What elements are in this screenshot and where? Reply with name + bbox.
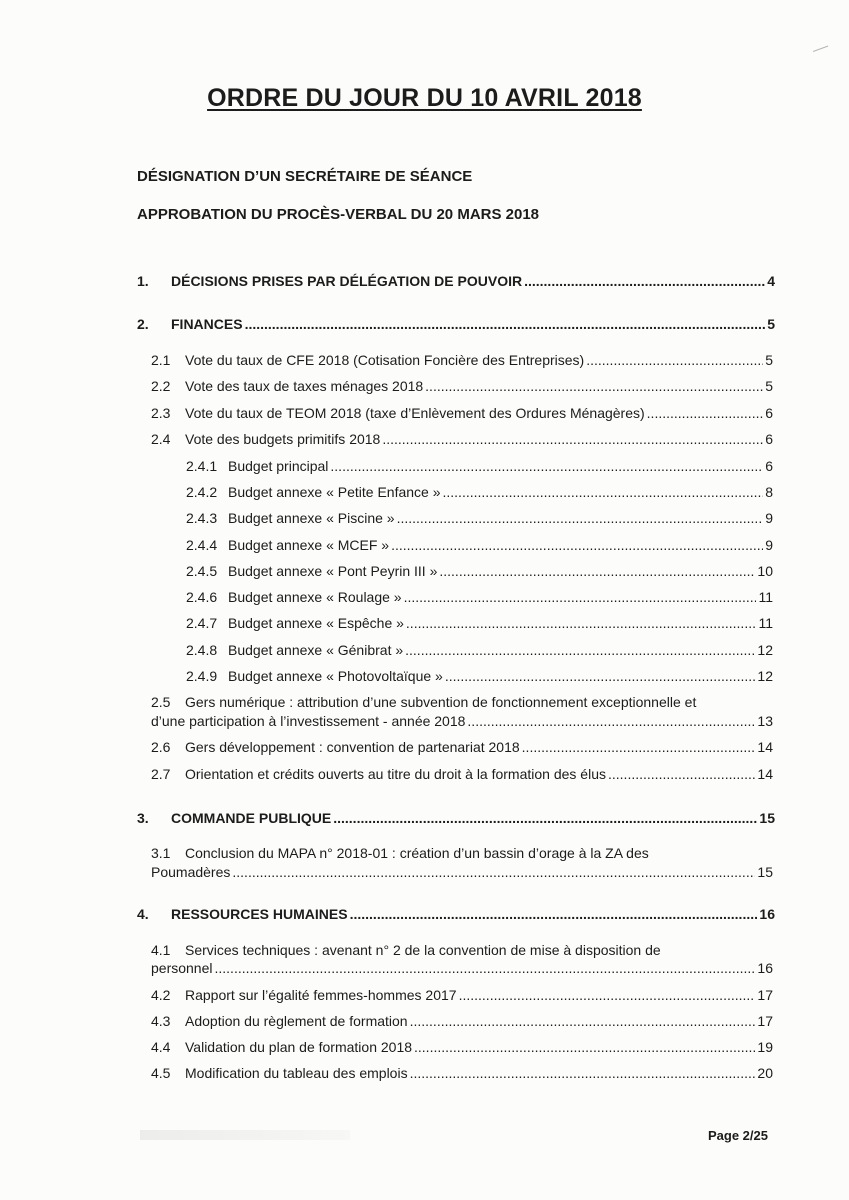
toc-number: 2.4.6 bbox=[186, 589, 218, 605]
toc-page-number: 12 bbox=[757, 642, 773, 658]
toc-title: Budget annexe « Piscine » bbox=[228, 510, 395, 526]
toc-number: 2.6 bbox=[151, 739, 171, 755]
toc-number: 2.4.9 bbox=[186, 668, 218, 684]
toc-leader-dots bbox=[215, 958, 756, 978]
toc-entry-4-4[interactable] bbox=[151, 1037, 773, 1057]
toc-leader-dots bbox=[445, 666, 756, 686]
toc-title-line1: Services techniques : avenant n° 2 de la convention de mise à disposition de bbox=[185, 942, 661, 958]
toc-entry-3-1-first-line[interactable] bbox=[151, 843, 649, 863]
toc-page-number: 17 bbox=[757, 987, 773, 1003]
toc-number: 2.4 bbox=[151, 431, 171, 447]
toc-page-number: 5 bbox=[765, 352, 773, 368]
toc-number: 3. bbox=[137, 810, 149, 826]
toc-leader-dots bbox=[443, 482, 764, 502]
toc-number: 2.4.5 bbox=[186, 563, 218, 579]
toc-number: 2.4.7 bbox=[186, 615, 218, 631]
toc-leader-dots bbox=[425, 376, 763, 396]
toc-title: Adoption du règlement de formation bbox=[185, 1013, 408, 1029]
toc-title: Budget annexe « Génibrat » bbox=[228, 642, 404, 658]
toc-number: 2.4.3 bbox=[186, 510, 218, 526]
toc-title: Budget annexe « MCEF » bbox=[228, 537, 390, 553]
toc-page-number: 5 bbox=[765, 378, 773, 394]
toc-page-number: 9 bbox=[765, 510, 773, 526]
toc-title: Vote des taux de taxes ménages 2018 bbox=[185, 378, 424, 394]
toc-number: 4.2 bbox=[151, 987, 171, 1003]
toc-entry-2-4-9[interactable] bbox=[186, 666, 773, 686]
toc-page-number: 15 bbox=[759, 810, 775, 826]
toc-page-number: 6 bbox=[765, 431, 773, 447]
toc-page-number: 16 bbox=[759, 906, 775, 922]
toc-title: DÉCISIONS PRISES PAR DÉLÉGATION DE POUVOIR bbox=[171, 273, 523, 289]
toc-page-number: 4 bbox=[767, 273, 775, 289]
toc-leader-dots bbox=[405, 640, 755, 660]
toc-number: 2.2 bbox=[151, 378, 171, 394]
toc-entry-2-6[interactable] bbox=[151, 737, 773, 757]
toc-number: 3.1 bbox=[151, 845, 171, 861]
toc-entry-2-4-7[interactable] bbox=[186, 613, 773, 633]
toc-page-number: 15 bbox=[757, 864, 773, 880]
toc-leader-dots bbox=[245, 314, 766, 334]
toc-title: Modification du tableau des emplois bbox=[185, 1065, 408, 1081]
toc-title: FINANCES bbox=[171, 316, 243, 332]
toc-entry-2-4-5[interactable] bbox=[186, 561, 773, 581]
toc-number: 2. bbox=[137, 316, 149, 332]
toc-leader-dots bbox=[410, 1063, 756, 1083]
toc-entry-4-1-first-line[interactable] bbox=[151, 940, 661, 960]
toc-entry-4-1-second-line[interactable] bbox=[151, 958, 773, 978]
toc-entry-2-1[interactable] bbox=[151, 350, 773, 370]
toc-number: 4. bbox=[137, 906, 149, 922]
toc-title: Budget annexe « Espêche » bbox=[228, 615, 404, 631]
toc-number: 2.1 bbox=[151, 352, 171, 368]
toc-number: 4.5 bbox=[151, 1065, 171, 1081]
toc-number: 2.3 bbox=[151, 405, 171, 421]
toc-title: Budget annexe « Petite Enfance » bbox=[228, 484, 441, 500]
toc-number: 4.3 bbox=[151, 1013, 171, 1029]
toc-leader-dots bbox=[410, 1011, 756, 1031]
preamble-secretaire: DÉSIGNATION D’UN SECRÉTAIRE DE SÉANCE bbox=[137, 168, 473, 185]
toc-page-number: 5 bbox=[767, 316, 775, 332]
toc-title: Rapport sur l’égalité femmes-hommes 2017 bbox=[185, 987, 457, 1003]
toc-title-line1: Conclusion du MAPA n° 2018-01 : création d’un bassin d’orage à la ZA des bbox=[185, 845, 649, 861]
toc-title: Budget annexe « Roulage » bbox=[228, 589, 402, 605]
toc-title: Gers développement : convention de partenariat 2018 bbox=[185, 739, 520, 755]
toc-entry-2-4[interactable] bbox=[151, 429, 773, 449]
toc-entry-2-4-8[interactable] bbox=[186, 640, 773, 660]
toc-title: Budget principal bbox=[228, 458, 329, 474]
toc-entry-2-4-1[interactable] bbox=[186, 456, 773, 476]
toc-title: Orientation et crédits ouverts au titre du droit à la formation des élus bbox=[185, 766, 606, 782]
page-title: ORDRE DU JOUR DU 10 AVRIL 2018 bbox=[207, 84, 642, 112]
toc-entry-section-1[interactable] bbox=[137, 271, 775, 291]
scan-artifact-mark bbox=[813, 46, 831, 60]
toc-number: 2.4.4 bbox=[186, 537, 218, 553]
toc-number: 4.1 bbox=[151, 942, 171, 958]
toc-page-number: 11 bbox=[758, 615, 773, 631]
faint-footer-text-smudge bbox=[140, 1130, 350, 1140]
toc-leader-dots bbox=[382, 429, 763, 449]
toc-entry-2-2[interactable] bbox=[151, 376, 773, 396]
page-number-footer: Page 2/25 bbox=[708, 1128, 768, 1143]
toc-leader-dots bbox=[232, 862, 755, 882]
toc-page-number: 8 bbox=[765, 484, 773, 500]
toc-number: 1. bbox=[137, 273, 149, 289]
toc-leader-dots bbox=[397, 508, 764, 528]
toc-title-line2: Poumadères bbox=[151, 864, 231, 880]
toc-leader-dots bbox=[586, 350, 763, 370]
toc-entry-3-1-second-line[interactable] bbox=[151, 862, 773, 882]
toc-entry-2-5-second-line[interactable] bbox=[151, 711, 773, 731]
toc-title: Validation du plan de formation 2018 bbox=[185, 1039, 413, 1055]
toc-title: Vote du taux de CFE 2018 (Cotisation Foncière des Entreprises) bbox=[185, 352, 585, 368]
toc-page-number: 17 bbox=[757, 1013, 773, 1029]
toc-entry-section-2[interactable] bbox=[137, 314, 775, 334]
toc-title: COMMANDE PUBLIQUE bbox=[171, 810, 332, 826]
toc-title: RESSOURCES HUMAINES bbox=[171, 906, 348, 922]
toc-page-number: 9 bbox=[765, 537, 773, 553]
toc-entry-2-7[interactable] bbox=[151, 764, 773, 784]
toc-leader-dots bbox=[350, 904, 758, 924]
toc-entry-2-4-2[interactable] bbox=[186, 482, 773, 502]
toc-entry-section-3[interactable] bbox=[137, 808, 775, 828]
toc-leader-dots bbox=[647, 403, 764, 423]
toc-number: 2.5 bbox=[151, 694, 171, 710]
toc-entry-4-3[interactable] bbox=[151, 1011, 773, 1031]
toc-page-number: 6 bbox=[765, 405, 773, 421]
toc-leader-dots bbox=[391, 535, 763, 555]
preamble-approbation: APPROBATION DU PROCÈS-VERBAL DU 20 MARS 2018 bbox=[137, 206, 540, 223]
toc-page-number: 16 bbox=[757, 960, 773, 976]
toc-leader-dots bbox=[406, 613, 757, 633]
toc-entry-4-5[interactable] bbox=[151, 1063, 773, 1083]
toc-page-number: 6 bbox=[765, 458, 773, 474]
toc-leader-dots bbox=[524, 271, 765, 291]
toc-page-number: 10 bbox=[757, 563, 773, 579]
toc-page-number: 19 bbox=[757, 1039, 773, 1055]
toc-number: 2.4.8 bbox=[186, 642, 218, 658]
toc-title-line2: personnel bbox=[151, 960, 213, 976]
toc-number: 2.7 bbox=[151, 766, 171, 782]
toc-entry-2-4-3[interactable] bbox=[186, 508, 773, 528]
toc-title: Vote des budgets primitifs 2018 bbox=[185, 431, 381, 447]
toc-leader-dots bbox=[333, 808, 757, 828]
toc-entry-2-3[interactable] bbox=[151, 403, 773, 423]
toc-page-number: 11 bbox=[758, 589, 773, 605]
toc-entry-2-4-6[interactable] bbox=[186, 587, 773, 607]
toc-page-number: 13 bbox=[757, 713, 773, 729]
toc-number: 4.4 bbox=[151, 1039, 171, 1055]
toc-page-number: 14 bbox=[757, 766, 773, 782]
toc-title-line2: d’une participation à l’investissement - année 2018 bbox=[151, 713, 466, 729]
toc-page-number: 20 bbox=[757, 1065, 773, 1081]
toc-entry-2-5-first-line[interactable] bbox=[151, 692, 696, 712]
toc-number: 2.4.2 bbox=[186, 484, 218, 500]
toc-leader-dots bbox=[459, 985, 756, 1005]
toc-leader-dots bbox=[330, 456, 763, 476]
toc-leader-dots bbox=[439, 561, 755, 581]
toc-leader-dots bbox=[404, 587, 757, 607]
toc-entry-section-4[interactable] bbox=[137, 904, 775, 924]
toc-title: Budget annexe « Pont Peyrin III » bbox=[228, 563, 438, 579]
toc-number: 2.4.1 bbox=[186, 458, 218, 474]
toc-page-number: 12 bbox=[757, 668, 773, 684]
toc-title: Vote du taux de TEOM 2018 (taxe d’Enlèvement des Ordures Ménagères) bbox=[185, 405, 645, 421]
toc-entry-4-2[interactable] bbox=[151, 985, 773, 1005]
toc-title: Budget annexe « Photovoltaïque » bbox=[228, 668, 443, 684]
toc-leader-dots bbox=[467, 711, 755, 731]
toc-title-line1: Gers numérique : attribution d’une subvention de fonctionnement exceptionnelle et bbox=[185, 694, 697, 710]
toc-leader-dots bbox=[414, 1037, 755, 1057]
toc-leader-dots bbox=[522, 737, 756, 757]
toc-entry-2-4-4[interactable] bbox=[186, 535, 773, 555]
toc-page-number: 14 bbox=[757, 739, 773, 755]
toc-leader-dots bbox=[608, 764, 755, 784]
